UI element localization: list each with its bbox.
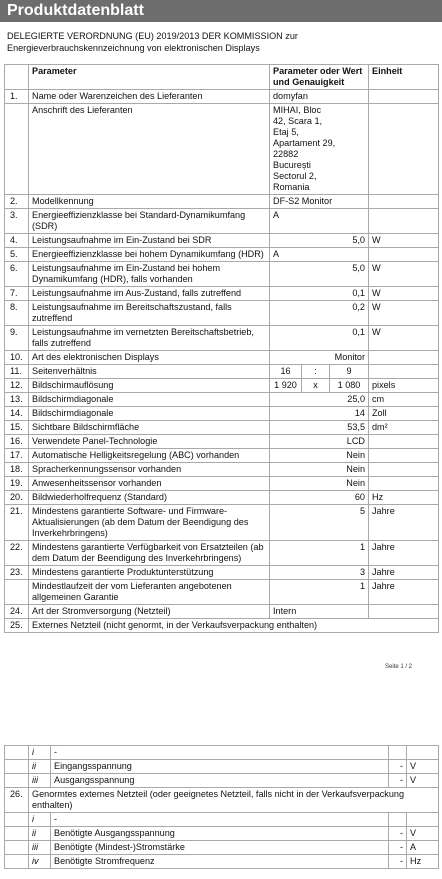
row-parameter: Genormtes externes Netzteil (oder geeignetes Netzteil, falls nicht in der Verkaufsverpackung enthalten) [29,788,439,813]
row-unit: Jahre [369,505,439,541]
row-unit: W [369,326,439,351]
row-value-b: 9 [330,365,369,379]
row-parameter: Energieeffizienzklasse bei hohem Dynamikumfang (HDR) [29,248,270,262]
sub-row [5,827,439,841]
row-parameter: Spracherkennungssensor vorhanden [29,463,270,477]
row-value: Nein [270,477,369,491]
sub-value: - [389,841,407,855]
row-number: 14. [5,407,29,421]
sub-row [5,855,439,869]
row-value: Nein [270,463,369,477]
table-header-row [5,65,439,90]
sub-parameter: Eingangsspannung [51,760,389,774]
row-number: 3. [5,209,29,234]
row-parameter: Sichtbare Bildschirmfläche [29,421,270,435]
power-supply-table [4,745,439,869]
row-unit: cm [369,393,439,407]
row-number [5,841,29,855]
row-number [5,760,29,774]
row-value: Nein [270,449,369,463]
row-number: 19. [5,477,29,491]
row-parameter: Energieeffizienzklasse bei Standard-Dynamikumfang (SDR) [29,209,270,234]
row-value-a: 16 [270,365,302,379]
row-value-a: 1 920 [270,379,302,393]
row-value: 0,1 [270,326,369,351]
row-unit [369,449,439,463]
header-value: Parameter oder Wert und Genauigkeit [270,65,369,90]
row-number: 18. [5,463,29,477]
row-unit [369,90,439,104]
row-unit: dm² [369,421,439,435]
row-value: 3 [270,566,369,580]
row-value: 5,0 [270,234,369,248]
row-number [5,580,29,605]
row-number: 8. [5,301,29,326]
row-number: 11. [5,365,29,379]
row-value: DF-S2 Monitor [270,195,369,209]
row-unit: Jahre [369,580,439,605]
sub-index: iii [29,841,51,855]
sub-parameter: Ausgangsspannung [51,774,389,788]
table-row [5,435,439,449]
row-number [5,827,29,841]
row-parameter: Leistungsaufnahme im Ein-Zustand bei hohem Dynamikumfang (HDR), falls vorhanden [29,262,270,287]
table-row [5,379,439,393]
row-parameter: Mindestens garantierte Produktunterstützung [29,566,270,580]
row-number: 17. [5,449,29,463]
sub-index: i [29,813,51,827]
row-number: 2. [5,195,29,209]
row-unit: pixels [369,379,439,393]
row-unit [369,351,439,365]
row-number: 12. [5,379,29,393]
sub-unit: V [407,774,439,788]
row-number: 7. [5,287,29,301]
row-number: 24. [5,605,29,619]
row-number: 21. [5,505,29,541]
row-number: 6. [5,262,29,287]
table-row [5,195,439,209]
row-parameter: Bildschirmdiagonale [29,393,270,407]
row-value: 25,0 [270,393,369,407]
row-value: LCD [270,435,369,449]
sub-row [5,746,439,760]
sub-index: ii [29,760,51,774]
row-number: 23. [5,566,29,580]
row-parameter: Mindestens garantierte Verfügbarkeit von Ersatzteilen (ab dem Datum der Beendigung des Inverkehrbringens) [29,541,270,566]
row-number: 10. [5,351,29,365]
row-value: Monitor [270,351,369,365]
row-unit: Jahre [369,566,439,580]
sub-value: - [389,774,407,788]
table-row [5,326,439,351]
row-value: 0,2 [270,301,369,326]
row-parameter: Modellkennung [29,195,270,209]
sub-index: i [29,746,51,760]
row-number: 9. [5,326,29,351]
row-value: 1 [270,580,369,605]
row-number: 1. [5,90,29,104]
row-parameter: Automatische Helligkeitsregelung (ABC) vorhanden [29,449,270,463]
row-value: 53,5 [270,421,369,435]
row-unit [369,477,439,491]
row-unit [369,365,439,379]
row-value: Intern [270,605,369,619]
row-number [5,813,29,827]
table-row [5,234,439,248]
row-unit [369,463,439,477]
row-parameter: Anwesenheitssensor vorhanden [29,477,270,491]
table-row [5,104,439,195]
sub-value [389,813,407,827]
row-parameter: Seitenverhältnis [29,365,270,379]
sub-unit: V [407,760,439,774]
table-row [5,407,439,421]
page-number: Seite 1 / 2 [385,664,413,670]
row-number [5,774,29,788]
table-row [5,248,439,262]
regulation-intro: DELEGIERTE VERORDNUNG (EU) 2019/2013 DER KOMMISSION zur Energieverbrauchskennzeichnung von elektronischen Displays [7,31,298,53]
row-unit [369,104,439,195]
sub-parameter: Benötigte Ausgangsspannung [51,827,389,841]
row-parameter: Leistungsaufnahme im vernetzten Bereitschaftsbetrieb, falls zutreffend [29,326,270,351]
table-row [5,365,439,379]
table-row [5,421,439,435]
table-row [5,505,439,541]
row-parameter: Leistungsaufnahme im Bereitschaftszustand, falls zutreffend [29,301,270,326]
row-value: domyfan [270,90,369,104]
sub-parameter: Benötigte (Mindest-)Stromstärke [51,841,389,855]
sub-value: - [389,760,407,774]
sub-unit: V [407,827,439,841]
sub-index: ii [29,827,51,841]
table-row [5,90,439,104]
table-row [5,301,439,326]
sub-value [389,746,407,760]
table-row [5,566,439,580]
sub-unit [407,746,439,760]
document-title: Produktdatenblatt [7,2,144,19]
row-unit [369,435,439,449]
row-unit: W [369,234,439,248]
row-value-b: 1 080 [330,379,369,393]
table-row [5,393,439,407]
row-parameter: Name oder Warenzeichen des Lieferanten [29,90,270,104]
sub-row [5,760,439,774]
sub-unit [407,813,439,827]
sub-parameter: Benötigte Stromfrequenz [51,855,389,869]
sub-value: - [389,827,407,841]
row-number: 22. [5,541,29,566]
row-number: 25. [5,619,29,633]
sub-unit: Hz [407,855,439,869]
table-row [5,287,439,301]
table-row [5,491,439,505]
row-parameter: Art der Stromversorgung (Netzteil) [29,605,270,619]
row-unit: Hz [369,491,439,505]
table-row [5,788,439,813]
sub-index: iii [29,774,51,788]
row-unit [369,209,439,234]
row-number: 5. [5,248,29,262]
row-parameter: Bildschirmauflösung [29,379,270,393]
row-number: 13. [5,393,29,407]
table-row [5,209,439,234]
row-unit: W [369,287,439,301]
table-row [5,449,439,463]
row-parameter: Leistungsaufnahme im Aus-Zustand, falls zutreffend [29,287,270,301]
table-row [5,580,439,605]
row-value: 14 [270,407,369,421]
row-parameter: Leistungsaufnahme im Ein-Zustand bei SDR [29,234,270,248]
table-row [5,619,439,633]
product-data-table [4,64,439,633]
row-number: 15. [5,421,29,435]
sub-value: - [389,855,407,869]
row-parameter: Mindestens garantierte Software- und Firmware-Aktualisierungen (ab dem Datum der Beendigung des Inverkehrbringens) [29,505,270,541]
row-value: 5,0 [270,262,369,287]
row-value: A [270,209,369,234]
row-parameter: Bildwiederholfrequenz (Standard) [29,491,270,505]
sub-index: iv [29,855,51,869]
table-row [5,541,439,566]
table-row [5,463,439,477]
row-number: 20. [5,491,29,505]
table-row [5,605,439,619]
row-value: 0,1 [270,287,369,301]
row-parameter: Art des elektronischen Displays [29,351,270,365]
row-parameter: Bildschirmdiagonale [29,407,270,421]
title-bar [0,0,442,22]
table-row [5,477,439,491]
row-value: A [270,248,369,262]
row-value: 60 [270,491,369,505]
row-value: MIHAI, Bloc 42, Scara 1, Etaj 5, Apartament 29, 22882 București Sectorul 2, Romania [270,104,369,195]
row-number: 16. [5,435,29,449]
row-number [5,855,29,869]
sub-row [5,774,439,788]
row-value: 1 [270,541,369,566]
sub-row [5,841,439,855]
row-parameter: Anschrift des Lieferanten [29,104,270,195]
table-row [5,351,439,365]
row-parameter: Mindestlaufzeit der vom Lieferanten angebotenen allgemeinen Garantie [29,580,270,605]
row-unit: Jahre [369,541,439,566]
row-unit [369,248,439,262]
sub-parameter: - [51,813,389,827]
row-number [5,746,29,760]
row-parameter: Verwendete Panel-Technologie [29,435,270,449]
row-value-separator: : [302,365,330,379]
row-unit: W [369,301,439,326]
row-parameter: Externes Netzteil (nicht genormt, in der Verkaufsverpackung enthalten) [29,619,439,633]
row-value-separator: x [302,379,330,393]
row-number: 26. [5,788,29,813]
header-parameter: Parameter [29,65,270,90]
row-unit [369,195,439,209]
header-number [5,65,29,90]
row-value: 5 [270,505,369,541]
row-unit: Zoll [369,407,439,421]
sub-row [5,813,439,827]
sub-parameter: - [51,746,389,760]
row-number: 4. [5,234,29,248]
header-unit: Einheit [369,65,439,90]
row-unit: W [369,262,439,287]
page-separator [0,742,442,743]
row-number [5,104,29,195]
table-row [5,262,439,287]
row-unit [369,605,439,619]
sub-unit: A [407,841,439,855]
